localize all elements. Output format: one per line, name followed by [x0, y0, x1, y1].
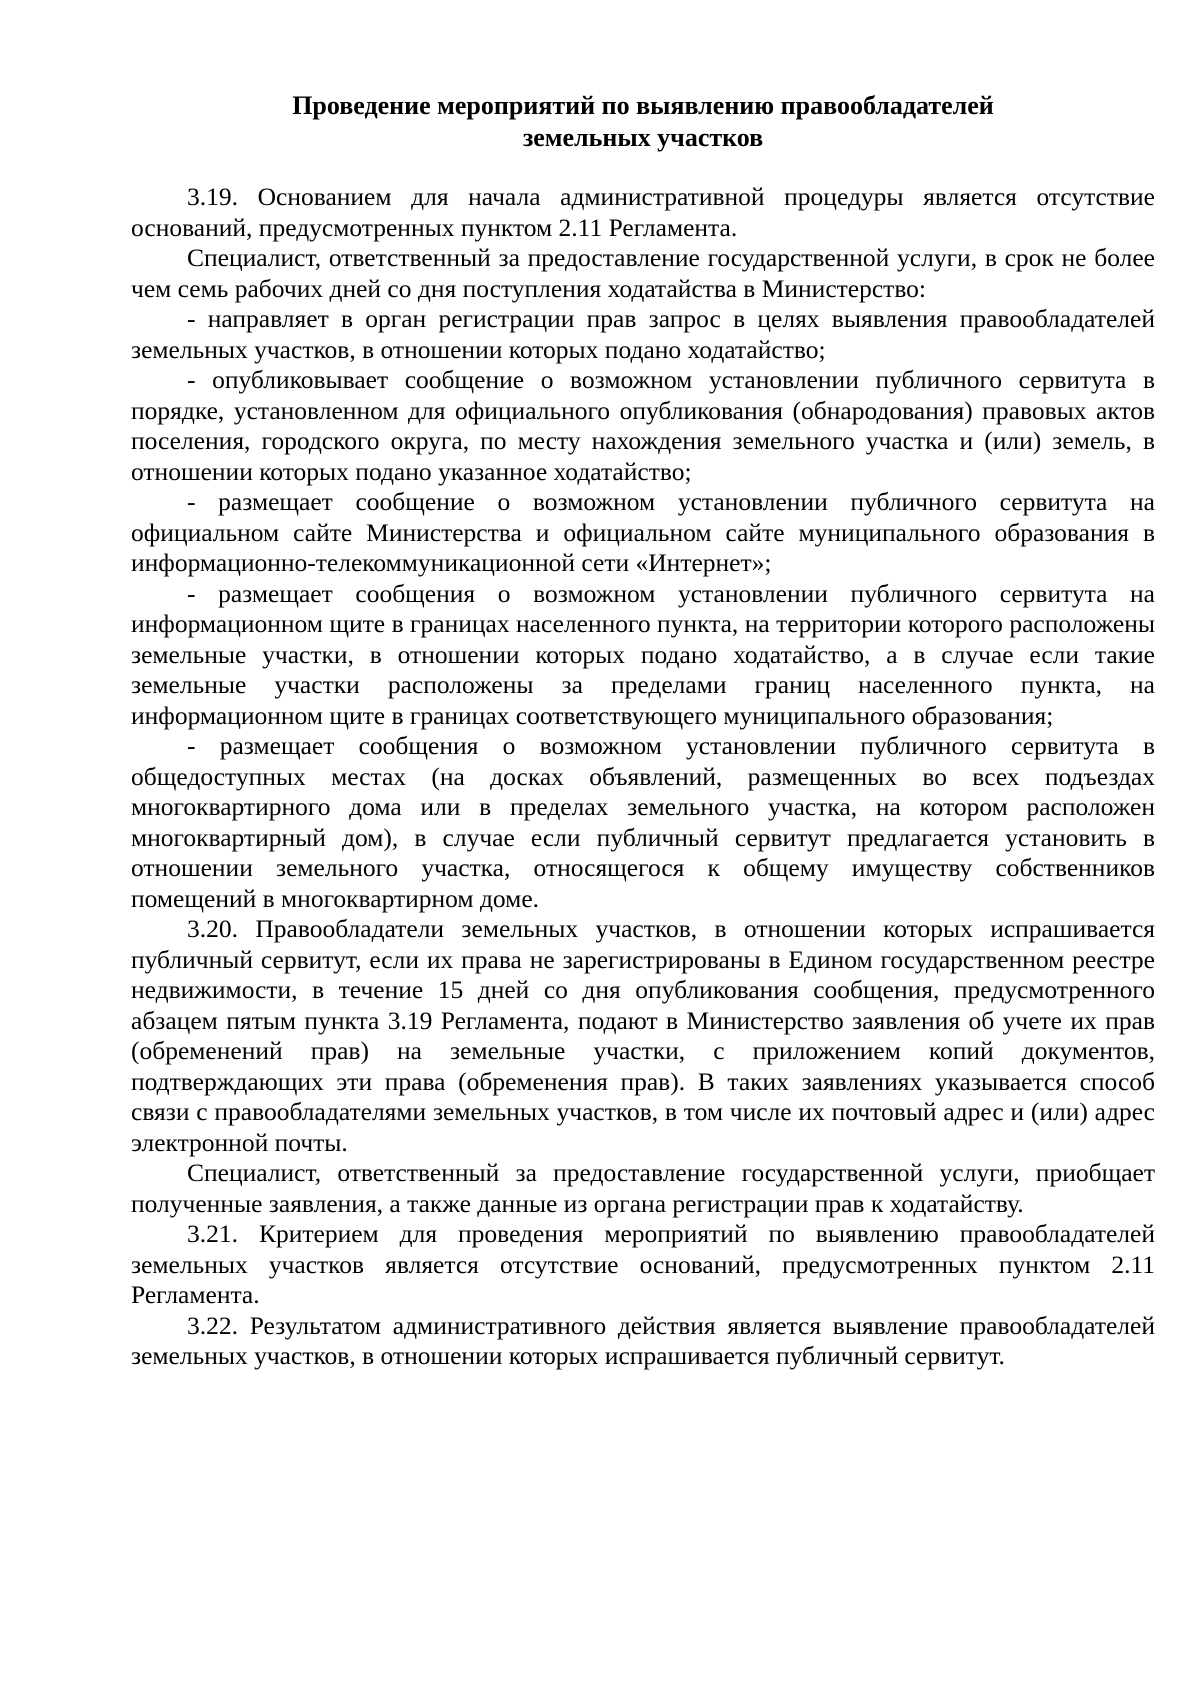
- paragraph-specialist-duties: Специалист, ответственный за предоставление государственной услуги, в срок не более чем семь рабочих дней со дня поступления ходатайства в Министерство:: [131, 243, 1155, 303]
- list-item-request: - направляет в орган регистрации прав запрос в целях выявления правообладателей земельных участков, в отношении которых подано ходатайство;: [131, 304, 1155, 364]
- document-title: [131, 90, 1155, 154]
- paragraph-3-21: 3.21. Критерием для проведения мероприятий по выявлению правообладателей земельных участков является отсутствие оснований, предусмотренных пунктом 2.11 Регламента.: [131, 1219, 1155, 1309]
- title-line-1: Проведение мероприятий по выявлению правообладателей: [292, 91, 994, 120]
- paragraph-specialist-attach: Специалист, ответственный за предоставление государственной услуги, приобщает полученные заявления, а также данные из органа регистрации прав к ходатайству.: [131, 1158, 1155, 1218]
- title-line-2: земельных участков: [522, 123, 764, 152]
- paragraph-3-19: 3.19. Основанием для начала административной процедуры является отсутствие оснований, предусмотренных пунктом 2.11 Регламента.: [131, 182, 1155, 242]
- list-item-publish: - опубликовывает сообщение о возможном установлении публичного сервитута в порядке, установленном для официального опубликования (обнародования) правовых актов поселения, городского округа, по месту нахождения земельного участка и (или) земель, в отношении которых подано указанное ходатайство;: [131, 365, 1155, 486]
- list-item-website: - размещает сообщение о возможном установлении публичного сервитута на официальном сайте Министерства и официальном сайте муниципального образования в информационно-телекоммуникационной сети «Интернет»;: [131, 487, 1155, 577]
- paragraph-3-20: 3.20. Правообладатели земельных участков, в отношении которых испрашивается публичный сервитут, если их права не зарегистрированы в Едином государственном реестре недвижимости, в течение 15 дней со дня опубликования сообщения, предусмотренного абзацем пятым пункта 3.19 Регламента, подают в Министерство заявления об учете их прав (обременений прав) на земельные участки, с приложением копий документов, подтверждающих эти права (обременения прав). В таких заявлениях указывается способ связи с правообладателями земельных участков, в том числе их почтовый адрес и (или) адрес электронной почты.: [131, 914, 1155, 1157]
- document-page: [131, 90, 1155, 1372]
- list-item-info-board: - размещает сообщения о возможном установлении публичного сервитута на информационном щите в границах населенного пункта, на территории которого расположены земельные участки, в отношении которых подано ходатайство, а в случае если такие земельные участки расположены за пределами границ населенного пункта, на информационном щите в границах соответствующего муниципального образования;: [131, 578, 1155, 730]
- document-body: [131, 182, 1155, 1372]
- paragraph-3-22: 3.22. Результатом административного действия является выявление правообладателей земельных участков, в отношении которых испрашивается публичный сервитут.: [131, 1310, 1155, 1370]
- list-item-public-places: - размещает сообщения о возможном установлении публичного сервитута в общедоступных местах (на досках объявлений, размещенных во всех подъездах многоквартирного дома или в пределах земельного участка, на котором расположен многоквартирный дом), в случае если публичный сервитут предлагается установить в отношении земельного участка, относящегося к общему имуществу собственников помещений в многоквартирном доме.: [131, 731, 1155, 913]
